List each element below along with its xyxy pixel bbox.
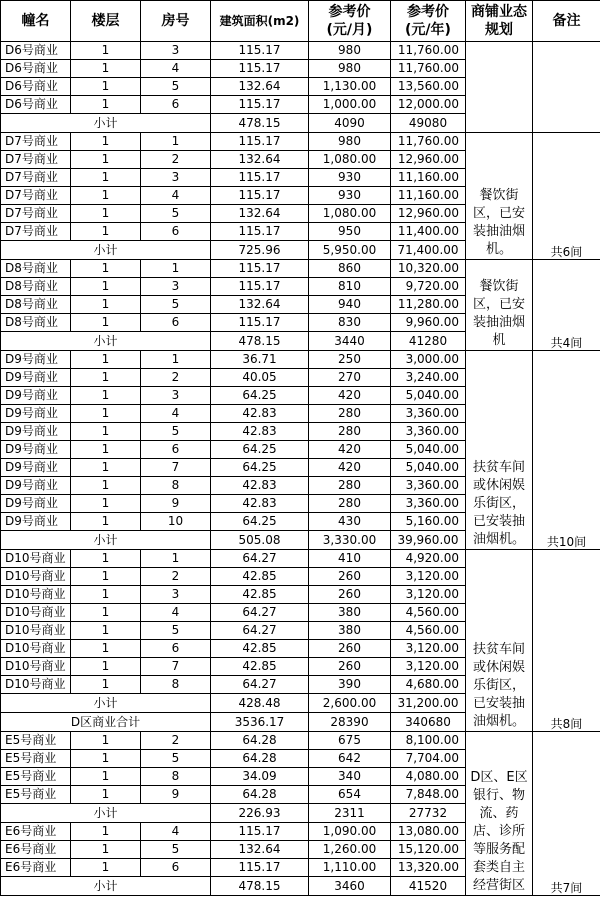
yearly-price-cell: 7,848.00 <box>391 786 466 804</box>
area-cell: 115.17 <box>211 314 309 332</box>
floor-cell: 1 <box>71 622 141 640</box>
table-body <box>1 42 600 896</box>
subtotal-label: 小计 <box>1 877 211 896</box>
monthly-price-cell: 280 <box>309 495 391 513</box>
yearly-price-cell: 9,720.00 <box>391 278 466 296</box>
floor-cell: 1 <box>71 823 141 841</box>
header-remark: 备注 <box>533 1 600 42</box>
area-cell: 42.85 <box>211 640 309 658</box>
monthly-price-cell: 420 <box>309 459 391 477</box>
yearly-price-cell: 3,120.00 <box>391 658 466 676</box>
remark-cell: 共6间 <box>533 133 600 260</box>
building-name-cell: E5号商业 <box>1 768 71 786</box>
yearly-price-cell: 4,560.00 <box>391 622 466 640</box>
subtotal-monthly: 3,330.00 <box>309 531 391 550</box>
building-name-cell: D9号商业 <box>1 423 71 441</box>
yearly-price-cell: 4,560.00 <box>391 604 466 622</box>
plan-cell: 扶贫车间或休闲娱乐街区，已安装抽油烟机。 <box>466 550 533 732</box>
area-cell: 42.83 <box>211 405 309 423</box>
room-cell: 4 <box>141 60 211 78</box>
yearly-price-cell: 11,280.00 <box>391 296 466 314</box>
room-cell: 4 <box>141 604 211 622</box>
building-name-cell: D10号商业 <box>1 622 71 640</box>
building-name-cell: D10号商业 <box>1 586 71 604</box>
area-cell: 64.28 <box>211 732 309 750</box>
yearly-price-cell: 3,000.00 <box>391 351 466 369</box>
yearly-price-cell: 13,320.00 <box>391 859 466 877</box>
floor-cell: 1 <box>71 658 141 676</box>
subtotal-yearly: 49080 <box>391 114 466 133</box>
monthly-price-cell: 675 <box>309 732 391 750</box>
room-cell: 1 <box>141 133 211 151</box>
room-cell: 3 <box>141 278 211 296</box>
room-cell: 5 <box>141 296 211 314</box>
building-name-cell: D6号商业 <box>1 42 71 60</box>
room-cell: 2 <box>141 369 211 387</box>
building-name-cell: E6号商业 <box>1 823 71 841</box>
area-cell: 115.17 <box>211 169 309 187</box>
area-cell: 42.83 <box>211 477 309 495</box>
yearly-price-cell: 13,080.00 <box>391 823 466 841</box>
monthly-price-cell: 980 <box>309 60 391 78</box>
plan-cell: 餐饮街区，已安装抽油烟机。 <box>466 133 533 260</box>
yearly-price-cell: 4,080.00 <box>391 768 466 786</box>
floor-cell: 1 <box>71 640 141 658</box>
header-room: 房号 <box>141 1 211 42</box>
area-cell: 132.64 <box>211 78 309 96</box>
room-cell: 1 <box>141 550 211 568</box>
subtotal-monthly: 4090 <box>309 114 391 133</box>
table-row <box>1 351 600 369</box>
floor-cell: 1 <box>71 513 141 531</box>
monthly-price-cell: 420 <box>309 387 391 405</box>
area-cell: 115.17 <box>211 133 309 151</box>
plan-cell <box>466 42 533 133</box>
floor-cell: 1 <box>71 459 141 477</box>
yearly-price-cell: 3,360.00 <box>391 477 466 495</box>
building-name-cell: E5号商业 <box>1 750 71 768</box>
room-cell: 6 <box>141 223 211 241</box>
subtotal-monthly: 2,600.00 <box>309 694 391 713</box>
area-cell: 64.25 <box>211 387 309 405</box>
yearly-price-cell: 11,760.00 <box>391 42 466 60</box>
room-cell: 5 <box>141 78 211 96</box>
subtotal-monthly: 5,950.00 <box>309 241 391 260</box>
monthly-price-cell: 1,110.00 <box>309 859 391 877</box>
room-cell: 5 <box>141 841 211 859</box>
floor-cell: 1 <box>71 60 141 78</box>
subtotal-area: 478.15 <box>211 114 309 133</box>
area-cell: 64.28 <box>211 786 309 804</box>
area-cell: 34.09 <box>211 768 309 786</box>
subtotal-label: 小计 <box>1 114 211 133</box>
room-cell: 5 <box>141 423 211 441</box>
building-name-cell: D10号商业 <box>1 640 71 658</box>
room-cell: 1 <box>141 260 211 278</box>
yearly-price-cell: 13,560.00 <box>391 78 466 96</box>
monthly-price-cell: 950 <box>309 223 391 241</box>
yearly-price-cell: 15,120.00 <box>391 841 466 859</box>
floor-cell: 1 <box>71 859 141 877</box>
subtotal-area: 3536.17 <box>211 713 309 732</box>
yearly-price-cell: 5,040.00 <box>391 459 466 477</box>
subtotal-monthly: 2311 <box>309 804 391 823</box>
subtotal-label: 小计 <box>1 694 211 713</box>
table-row <box>1 732 600 750</box>
yearly-price-cell: 3,120.00 <box>391 586 466 604</box>
monthly-price-cell: 1,080.00 <box>309 205 391 223</box>
yearly-price-cell: 12,960.00 <box>391 205 466 223</box>
floor-cell: 1 <box>71 604 141 622</box>
subtotal-area: 478.15 <box>211 332 309 351</box>
header-name: 幢名 <box>1 1 71 42</box>
yearly-price-cell: 7,704.00 <box>391 750 466 768</box>
floor-cell: 1 <box>71 732 141 750</box>
building-name-cell: D9号商业 <box>1 387 71 405</box>
area-cell: 42.83 <box>211 423 309 441</box>
area-cell: 64.27 <box>211 604 309 622</box>
building-name-cell: D9号商业 <box>1 513 71 531</box>
monthly-price-cell: 654 <box>309 786 391 804</box>
area-cell: 64.27 <box>211 550 309 568</box>
subtotal-area: 478.15 <box>211 877 309 896</box>
floor-cell: 1 <box>71 550 141 568</box>
room-cell: 2 <box>141 568 211 586</box>
monthly-price-cell: 860 <box>309 260 391 278</box>
room-cell: 3 <box>141 586 211 604</box>
floor-cell: 1 <box>71 568 141 586</box>
remark-cell: 共4间 <box>533 260 600 351</box>
monthly-price-cell: 930 <box>309 187 391 205</box>
monthly-price-cell: 340 <box>309 768 391 786</box>
plan-cell: 扶贫车间或休闲娱乐街区，已安装抽油烟机。 <box>466 351 533 550</box>
table-row <box>1 42 600 60</box>
subtotal-yearly: 340680 <box>391 713 466 732</box>
yearly-price-cell: 3,360.00 <box>391 423 466 441</box>
room-cell: 4 <box>141 405 211 423</box>
monthly-price-cell: 940 <box>309 296 391 314</box>
table-row <box>1 260 600 278</box>
room-cell: 6 <box>141 859 211 877</box>
monthly-price-cell: 980 <box>309 133 391 151</box>
area-cell: 115.17 <box>211 823 309 841</box>
monthly-price-cell: 930 <box>309 169 391 187</box>
monthly-price-cell: 810 <box>309 278 391 296</box>
subtotal-label: 小计 <box>1 332 211 351</box>
floor-cell: 1 <box>71 441 141 459</box>
building-name-cell: E5号商业 <box>1 786 71 804</box>
subtotal-area: 505.08 <box>211 531 309 550</box>
subtotal-label: 小计 <box>1 531 211 550</box>
floor-cell: 1 <box>71 278 141 296</box>
building-name-cell: D10号商业 <box>1 568 71 586</box>
floor-cell: 1 <box>71 151 141 169</box>
building-name-cell: D7号商业 <box>1 133 71 151</box>
subtotal-area: 226.93 <box>211 804 309 823</box>
subtotal-yearly: 71,400.00 <box>391 241 466 260</box>
monthly-price-cell: 390 <box>309 676 391 694</box>
building-name-cell: D10号商业 <box>1 550 71 568</box>
monthly-price-cell: 270 <box>309 369 391 387</box>
room-cell: 2 <box>141 151 211 169</box>
room-cell: 5 <box>141 205 211 223</box>
room-cell: 7 <box>141 459 211 477</box>
building-name-cell: D9号商业 <box>1 441 71 459</box>
area-cell: 132.64 <box>211 841 309 859</box>
monthly-price-cell: 1,260.00 <box>309 841 391 859</box>
building-name-cell: D8号商业 <box>1 260 71 278</box>
building-name-cell: D7号商业 <box>1 151 71 169</box>
area-cell: 42.85 <box>211 658 309 676</box>
floor-cell: 1 <box>71 314 141 332</box>
monthly-price-cell: 1,000.00 <box>309 96 391 114</box>
yearly-price-cell: 12,000.00 <box>391 96 466 114</box>
yearly-price-cell: 11,160.00 <box>391 169 466 187</box>
area-cell: 115.17 <box>211 42 309 60</box>
yearly-price-cell: 5,160.00 <box>391 513 466 531</box>
monthly-price-cell: 260 <box>309 568 391 586</box>
monthly-price-cell: 380 <box>309 604 391 622</box>
room-cell: 3 <box>141 387 211 405</box>
room-cell: 6 <box>141 441 211 459</box>
remark-cell: 共8间 <box>533 550 600 732</box>
room-cell: 7 <box>141 658 211 676</box>
plan-cell: 餐饮街区，已安装抽油烟机 <box>466 260 533 351</box>
monthly-price-cell: 280 <box>309 405 391 423</box>
building-name-cell: D8号商业 <box>1 278 71 296</box>
yearly-price-cell: 3,360.00 <box>391 405 466 423</box>
room-cell: 9 <box>141 495 211 513</box>
building-name-cell: D6号商业 <box>1 96 71 114</box>
header-price-year: 参考价 (元/年) <box>391 1 466 42</box>
monthly-price-cell: 250 <box>309 351 391 369</box>
room-cell: 6 <box>141 314 211 332</box>
floor-cell: 1 <box>71 369 141 387</box>
subtotal-monthly: 28390 <box>309 713 391 732</box>
floor-cell: 1 <box>71 676 141 694</box>
floor-cell: 1 <box>71 296 141 314</box>
subtotal-area: 725.96 <box>211 241 309 260</box>
floor-cell: 1 <box>71 260 141 278</box>
floor-cell: 1 <box>71 750 141 768</box>
yearly-price-cell: 8,100.00 <box>391 732 466 750</box>
area-cell: 132.64 <box>211 296 309 314</box>
room-cell: 4 <box>141 187 211 205</box>
yearly-price-cell: 5,040.00 <box>391 441 466 459</box>
floor-cell: 1 <box>71 495 141 513</box>
room-cell: 8 <box>141 768 211 786</box>
building-name-cell: D9号商业 <box>1 369 71 387</box>
subtotal-label: 小计 <box>1 241 211 260</box>
area-cell: 64.28 <box>211 750 309 768</box>
plan-cell: D区、E区银行、物流、药店、诊所等服务配套类自主经营街区 <box>466 732 533 896</box>
building-name-cell: D9号商业 <box>1 405 71 423</box>
room-cell: 6 <box>141 96 211 114</box>
floor-cell: 1 <box>71 42 141 60</box>
area-cell: 115.17 <box>211 60 309 78</box>
area-cell: 115.17 <box>211 260 309 278</box>
monthly-price-cell: 642 <box>309 750 391 768</box>
floor-cell: 1 <box>71 423 141 441</box>
building-name-cell: D10号商业 <box>1 604 71 622</box>
monthly-price-cell: 410 <box>309 550 391 568</box>
subtotal-label: 小计 <box>1 804 211 823</box>
header-plan: 商铺业态 规划 <box>466 1 533 42</box>
header-price-month: 参考价 (元/月) <box>309 1 391 42</box>
room-cell: 9 <box>141 786 211 804</box>
header-area: 建筑面积(m2) <box>211 1 309 42</box>
room-cell: 10 <box>141 513 211 531</box>
monthly-price-cell: 260 <box>309 640 391 658</box>
subtotal-yearly: 39,960.00 <box>391 531 466 550</box>
floor-cell: 1 <box>71 187 141 205</box>
floor-cell: 1 <box>71 405 141 423</box>
yearly-price-cell: 10,320.00 <box>391 260 466 278</box>
remark-cell: 共7间 <box>533 732 600 896</box>
header-floor: 楼层 <box>71 1 141 42</box>
subtotal-monthly: 3440 <box>309 332 391 351</box>
table-header <box>1 1 600 42</box>
subtotal-yearly: 31,200.00 <box>391 694 466 713</box>
subtotal-label: D区商业合计 <box>1 713 211 732</box>
area-cell: 115.17 <box>211 96 309 114</box>
yearly-price-cell: 11,400.00 <box>391 223 466 241</box>
floor-cell: 1 <box>71 477 141 495</box>
monthly-price-cell: 980 <box>309 42 391 60</box>
floor-cell: 1 <box>71 78 141 96</box>
floor-cell: 1 <box>71 205 141 223</box>
remark-cell <box>533 42 600 133</box>
area-cell: 40.05 <box>211 369 309 387</box>
room-cell: 3 <box>141 169 211 187</box>
yearly-price-cell: 12,960.00 <box>391 151 466 169</box>
area-cell: 64.27 <box>211 676 309 694</box>
area-cell: 64.25 <box>211 513 309 531</box>
area-cell: 115.17 <box>211 278 309 296</box>
monthly-price-cell: 380 <box>309 622 391 640</box>
monthly-price-cell: 1,080.00 <box>309 151 391 169</box>
monthly-price-cell: 430 <box>309 513 391 531</box>
area-cell: 132.64 <box>211 205 309 223</box>
area-cell: 115.17 <box>211 187 309 205</box>
building-name-cell: D7号商业 <box>1 205 71 223</box>
monthly-price-cell: 280 <box>309 477 391 495</box>
yearly-price-cell: 9,960.00 <box>391 314 466 332</box>
room-cell: 8 <box>141 477 211 495</box>
monthly-price-cell: 830 <box>309 314 391 332</box>
yearly-price-cell: 11,760.00 <box>391 60 466 78</box>
yearly-price-cell: 3,120.00 <box>391 568 466 586</box>
building-name-cell: D6号商业 <box>1 60 71 78</box>
building-name-cell: D10号商业 <box>1 676 71 694</box>
yearly-price-cell: 4,680.00 <box>391 676 466 694</box>
room-cell: 6 <box>141 640 211 658</box>
floor-cell: 1 <box>71 768 141 786</box>
yearly-price-cell: 5,040.00 <box>391 387 466 405</box>
building-name-cell: D9号商业 <box>1 351 71 369</box>
table-row <box>1 133 600 151</box>
building-name-cell: D8号商业 <box>1 296 71 314</box>
room-cell: 1 <box>141 351 211 369</box>
monthly-price-cell: 260 <box>309 658 391 676</box>
building-name-cell: D9号商业 <box>1 459 71 477</box>
yearly-price-cell: 11,760.00 <box>391 133 466 151</box>
subtotal-monthly: 3460 <box>309 877 391 896</box>
area-cell: 115.17 <box>211 223 309 241</box>
room-cell: 5 <box>141 622 211 640</box>
subtotal-yearly: 27732 <box>391 804 466 823</box>
yearly-price-cell: 11,160.00 <box>391 187 466 205</box>
area-cell: 42.85 <box>211 568 309 586</box>
building-name-cell: D9号商业 <box>1 477 71 495</box>
subtotal-area: 428.48 <box>211 694 309 713</box>
floor-cell: 1 <box>71 223 141 241</box>
subtotal-yearly: 41280 <box>391 332 466 351</box>
monthly-price-cell: 420 <box>309 441 391 459</box>
floor-cell: 1 <box>71 586 141 604</box>
subtotal-yearly: 41520 <box>391 877 466 896</box>
area-cell: 42.83 <box>211 495 309 513</box>
building-name-cell: E6号商业 <box>1 859 71 877</box>
floor-cell: 1 <box>71 841 141 859</box>
table-row <box>1 550 600 568</box>
area-cell: 64.25 <box>211 441 309 459</box>
yearly-price-cell: 3,240.00 <box>391 369 466 387</box>
monthly-price-cell: 1,130.00 <box>309 78 391 96</box>
floor-cell: 1 <box>71 786 141 804</box>
room-cell: 2 <box>141 732 211 750</box>
floor-cell: 1 <box>71 351 141 369</box>
monthly-price-cell: 260 <box>309 586 391 604</box>
floor-cell: 1 <box>71 387 141 405</box>
floor-cell: 1 <box>71 133 141 151</box>
area-cell: 64.27 <box>211 622 309 640</box>
building-name-cell: D8号商业 <box>1 314 71 332</box>
building-name-cell: E5号商业 <box>1 732 71 750</box>
yearly-price-cell: 4,920.00 <box>391 550 466 568</box>
area-cell: 42.85 <box>211 586 309 604</box>
area-cell: 36.71 <box>211 351 309 369</box>
yearly-price-cell: 3,120.00 <box>391 640 466 658</box>
yearly-price-cell: 3,360.00 <box>391 495 466 513</box>
building-name-cell: D9号商业 <box>1 495 71 513</box>
floor-cell: 1 <box>71 96 141 114</box>
area-cell: 115.17 <box>211 859 309 877</box>
remark-cell: 共10间 <box>533 351 600 550</box>
building-name-cell: D10号商业 <box>1 658 71 676</box>
room-cell: 4 <box>141 823 211 841</box>
room-cell: 3 <box>141 42 211 60</box>
monthly-price-cell: 1,090.00 <box>309 823 391 841</box>
room-cell: 8 <box>141 676 211 694</box>
area-cell: 64.25 <box>211 459 309 477</box>
building-name-cell: D7号商业 <box>1 187 71 205</box>
area-cell: 132.64 <box>211 151 309 169</box>
building-name-cell: E6号商业 <box>1 841 71 859</box>
building-name-cell: D7号商业 <box>1 169 71 187</box>
monthly-price-cell: 280 <box>309 423 391 441</box>
floor-cell: 1 <box>71 169 141 187</box>
building-name-cell: D6号商业 <box>1 78 71 96</box>
building-name-cell: D7号商业 <box>1 223 71 241</box>
room-cell: 5 <box>141 750 211 768</box>
